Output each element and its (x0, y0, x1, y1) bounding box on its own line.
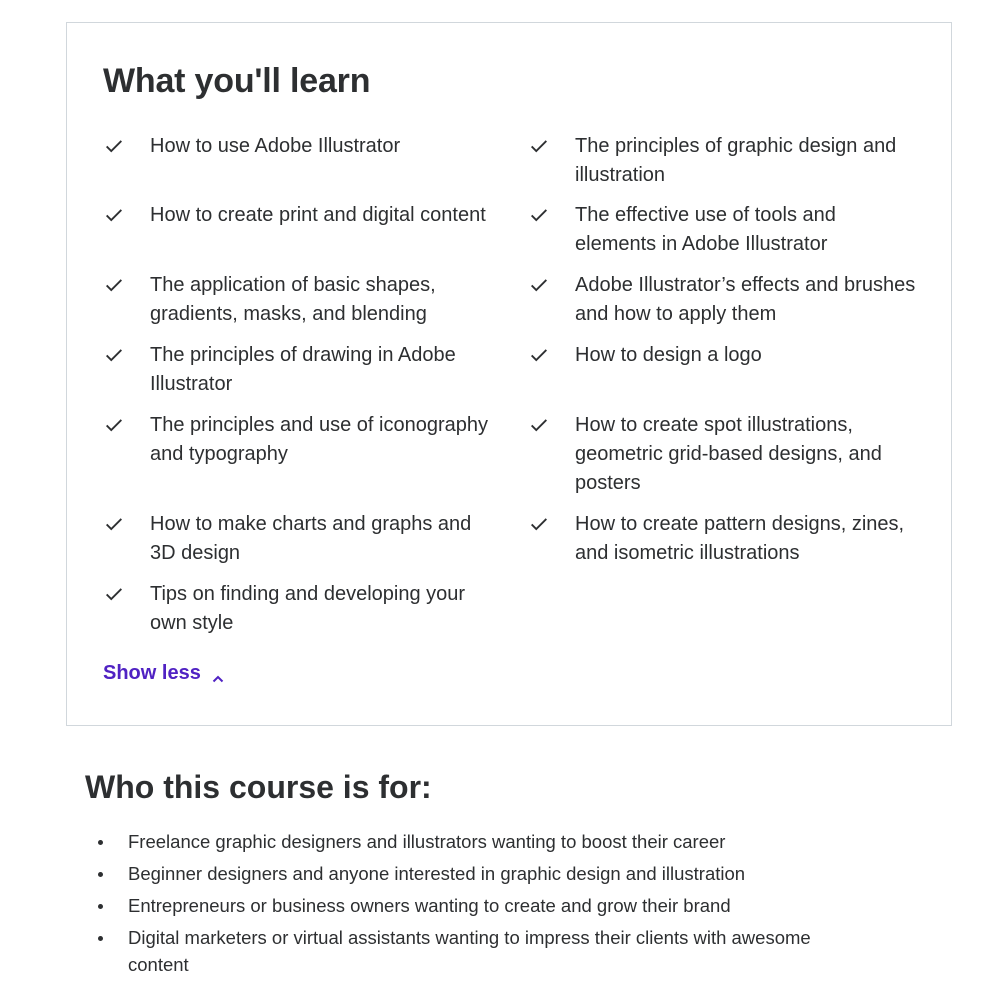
check-icon (103, 513, 125, 535)
learn-item-text: How to design a logo (575, 344, 762, 366)
what-youll-learn-panel (66, 22, 952, 726)
audience-list (128, 828, 848, 983)
audience-item-text: Digital marketers or virtual assistants wanting to impress their clients with awesome content (128, 927, 811, 975)
learn-item-text: The effective use of tools and elements in Adobe Illustrator (575, 204, 836, 255)
learn-item (575, 341, 920, 370)
learn-item-text: How to create print and digital content (150, 204, 486, 226)
learn-item (150, 271, 495, 329)
list-item (128, 892, 848, 919)
check-icon (103, 414, 125, 436)
bullet-icon (98, 904, 103, 909)
learn-item (150, 132, 495, 161)
audience-title: Who this course is for: (85, 769, 432, 805)
show-less-label: Show less (103, 662, 201, 684)
learn-item-text: The principles of graphic design and illustration (575, 135, 897, 186)
learn-item (575, 132, 920, 190)
learn-item-text: How to make charts and graphs and 3D design (150, 513, 472, 564)
learn-item (575, 411, 920, 498)
learn-item (150, 411, 495, 469)
learn-item-text: How to create pattern designs, zines, and isometric illustrations (575, 513, 905, 564)
learn-item (575, 201, 920, 259)
learn-title: What you'll learn (103, 62, 371, 100)
learn-item (150, 341, 495, 399)
learn-item-text: The principles of drawing in Adobe Illustrator (150, 344, 456, 395)
learn-item-text: The application of basic shapes, gradients, masks, and blending (150, 274, 436, 325)
check-icon (528, 414, 550, 436)
check-icon (103, 583, 125, 605)
learn-item-text: The principles and use of iconography and typography (150, 414, 488, 465)
learn-item (150, 201, 495, 230)
learn-item (575, 510, 920, 568)
check-icon (528, 204, 550, 226)
audience-item-text: Entrepreneurs or business owners wanting to create and grow their brand (128, 895, 731, 916)
bullet-icon (98, 872, 103, 877)
learn-item (575, 271, 920, 329)
check-icon (103, 204, 125, 226)
bullet-icon (98, 936, 103, 941)
learn-item-text: Tips on finding and developing your own style (150, 583, 466, 634)
chevron-up-icon (211, 666, 225, 680)
list-item (128, 924, 848, 978)
audience-item-text: Freelance graphic designers and illustrators wanting to boost their career (128, 831, 726, 852)
learn-item (150, 510, 495, 568)
list-item (128, 860, 848, 887)
learn-item-text: Adobe Illustrator’s effects and brushes and how to apply them (575, 274, 916, 325)
audience-item-text: Beginner designers and anyone interested in graphic design and illustration (128, 863, 746, 884)
check-icon (103, 135, 125, 157)
learn-item (150, 580, 495, 638)
check-icon (528, 344, 550, 366)
learn-item-text: How to use Adobe Illustrator (150, 135, 401, 157)
check-icon (528, 513, 550, 535)
check-icon (528, 274, 550, 296)
check-icon (528, 135, 550, 157)
learn-item-text: How to create spot illustrations, geometric grid-based designs, and posters (575, 414, 882, 494)
bullet-icon (98, 840, 103, 845)
check-icon (103, 344, 125, 366)
list-item (128, 828, 848, 855)
show-less-button[interactable] (103, 659, 225, 687)
check-icon (103, 274, 125, 296)
